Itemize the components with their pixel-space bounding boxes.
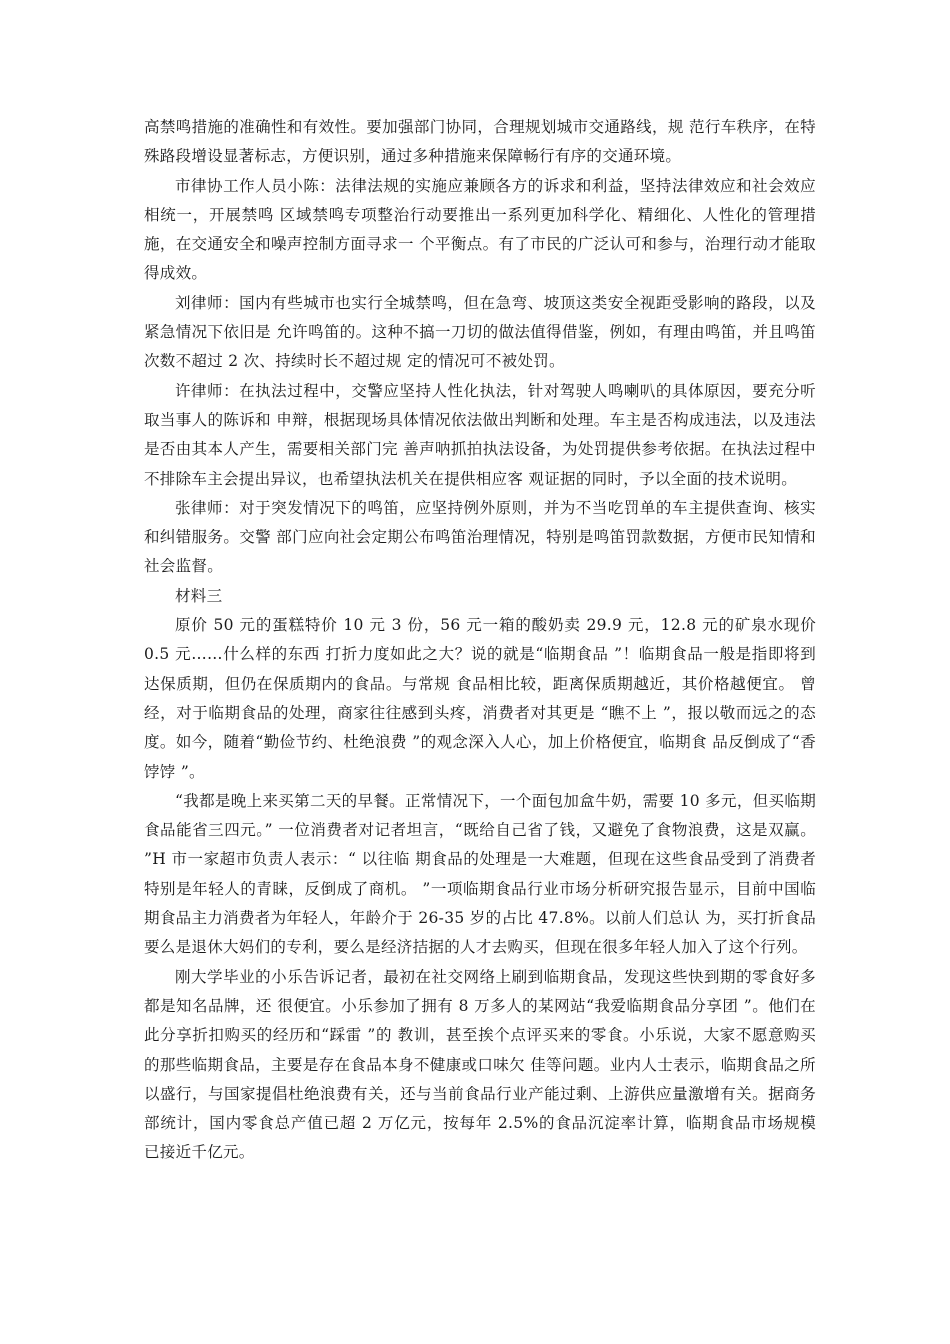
paragraph-xu: 许律师：在执法过程中，交警应坚持人性化执法，针对驾驶人鸣喇叭的具体原因，要充分听取当事人的陈诉和 申辩，根据现场具体情况依法做出判断和处理。车主是否构成违法，以及违法是否由其本人产生，需要相关部门完 善声呐抓拍执法设备，为处罚提供参考依据。在执法过程中不排除车主会提出异议，也希望执法机关在提供相应客 观证据的同时，予以全面的技术说明。 [144, 381, 816, 488]
paragraph-discount-food: 原价 50 元的蛋糕特价 10 元 3 份，56 元一箱的酸奶卖 29.9 元，12.8 元的矿泉水现价 0.5 元……什么样的东西 打折力度如此之大？说的就是“临期食品 ”！临期食品一般是指即将到达保质期，但仍在保质期内的食品。与常规 食品相比较，距离保质期越近，其价格越便宜。 曾经，对于临期食品的处理，商家往往感到头疼，消费者对其更是 “瞧不上 ”，报以敬而远之的态度。如今，随着“勤俭节约、杜绝浪费 ”的观念深入人心，加上价格便宜，临期食 品反倒成了“香饽饽 ”。 [144, 616, 822, 781]
paragraph-zhang: 张律师：对于突发情况下的鸣笛，应坚持例外原则，并为不当吃罚单的车主提供查询、核实和纠错服务。交警 部门应向社会定期公布鸣笛治理情况，特别是鸣笛罚款数据，方便市民知情和社会监督。 [144, 498, 816, 576]
section-heading-material-three: 材料三 [175, 586, 223, 605]
paragraph-continued: 高禁鸣措施的准确性和有效性。要加强部门协同，合理规划城市交通路线，规 范行车秩序，在特殊路段增设显著标志，方便识别，通过多种措施来保障畅行有序的交通环境。 [144, 118, 816, 166]
paragraph-liu: 刘律师：国内有些城市也实行全城禁鸣，但在急弯、坡顶这类安全视距受影响的路段，以及紧急情况下依旧是 允许鸣笛的。这种不搞一刀切的做法值得借鉴，例如，有理由鸣笛，并且鸣笛次数不超过 2 次、持续时长不超过规 定的情况可不被处罚。 [144, 293, 816, 371]
document-page [144, 113, 822, 1168]
paragraph-consumer-quote: “我都是晚上来买第二天的早餐。正常情况下，一个面包加盒牛奶，需要 10 多元，但买临期食品能省三四元。” 一位消费者对记者坦言，“既给自己省了钱，又避免了食物浪费，这是双赢。 ”H 市一家超市负责人表示：“ 以往临 期食品的处理是一大难题，但现在这些食品受到了消费者特别是年轻人的青睐，反倒成了商机。 ”一项临期食品行业市场分析研究报告显示，目前中国临期食品主力消费者为年轻人，年龄介于 26-35 岁的占比 47.8%。以前人们总认 为，买打折食品要么是退休大妈们的专利，要么是经济拮据的人才去购买，但现在很多年轻人加入了这个行列。 [144, 791, 822, 957]
paragraph-xiaole: 刚大学毕业的小乐告诉记者，最初在社交网络上刷到临期食品，发现这些快到期的零食好多都是知名品牌，还 很便宜。小乐参加了拥有 8 万多人的某网站“我爱临期食品分享团 ”。他们在此分享折扣购买的经历和“踩雷 ”的 教训，甚至挨个点评买来的零食。小乐说，大家不愿意购买的那些临期食品，主要是存在食品本身不健康或口味欠 佳等问题。业内人士表示，临期食品之所以盛行，与国家提倡杜绝浪费有关，还与当前食品行业产能过剩、上游供应量激增有关。据商务部统计，国内零食总产值已超 2 万亿元，按每年 2.5%的食品沉淀率计算，临期食品市场规模 已接近千亿元。 [144, 967, 822, 1162]
paragraph-xiaochen: 市律协工作人员小陈：法律法规的实施应兼顾各方的诉求和利益，坚持法律效应和社会效应相统一，开展禁鸣 区域禁鸣专项整治行动要推出一系列更加科学化、精细化、人性化的管理措施，在交通安全和噪声控制方面寻求一 个平衡点。有了市民的广泛认可和参与，治理行动才能取得成效。 [144, 176, 816, 283]
